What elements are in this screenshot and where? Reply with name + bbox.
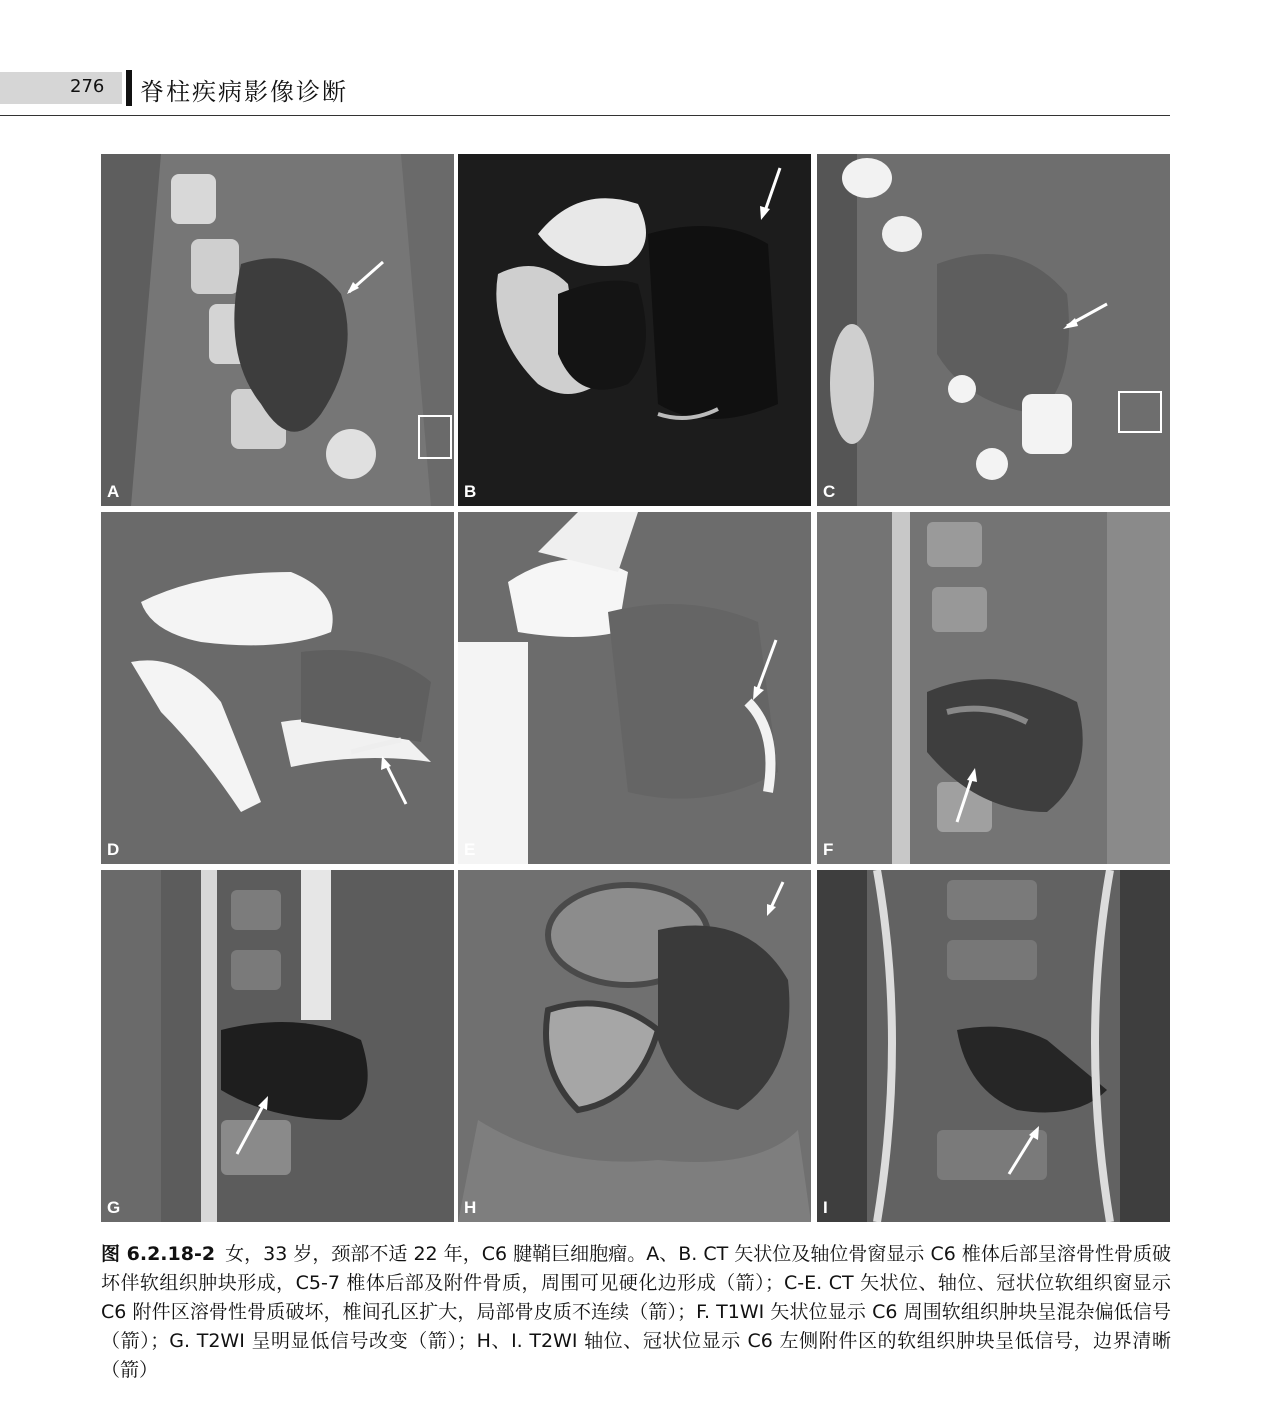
panel-label: B bbox=[464, 482, 477, 501]
figure-panel-b bbox=[458, 154, 811, 506]
figure-panel-c bbox=[817, 154, 1170, 506]
figure-panel-g bbox=[101, 870, 454, 1222]
header-rule bbox=[0, 115, 1170, 116]
panel-label: D bbox=[107, 840, 120, 859]
panel-e-image bbox=[458, 512, 811, 864]
panel-g-image bbox=[101, 870, 454, 1222]
figure-panel-a bbox=[101, 154, 454, 506]
panel-label: H bbox=[464, 1198, 477, 1217]
figure-caption bbox=[101, 1240, 1171, 1385]
figure-caption-text: 女，33 岁，颈部不适 22 年，C6 腱鞘巨细胞瘤。A、B. CT 矢状位及轴位骨窗显示 C6 椎体后部呈溶骨性骨质破坏伴软组织肿块形成，C5-7 椎体后部及附件骨质，周围可见硬化边形成（箭）；C-E. CT 矢状位、轴位、冠状位软组织窗显示 C6 附件区溶骨性骨质破坏，椎间孔区扩大，局部骨皮质不连续（箭）；F. T1WI 矢状位显示 C6 周围软组织肿块呈混杂偏低信号（箭）；G. T2WI 呈明显低信号改变（箭）；H、I. T2WI 轴位、冠状位显示 C6 左侧附件区的软组织肿块呈低信号，边界清晰（箭） bbox=[101, 1243, 1171, 1381]
figure-panel-d bbox=[101, 512, 454, 864]
panel-c-image bbox=[817, 154, 1170, 506]
panel-h-image bbox=[458, 870, 811, 1222]
panel-label: A bbox=[107, 482, 120, 501]
panel-b-image bbox=[458, 154, 811, 506]
panel-label: I bbox=[823, 1198, 828, 1217]
page-number: 276 bbox=[70, 76, 105, 97]
header-divider-bar bbox=[126, 70, 132, 106]
panel-f-image bbox=[817, 512, 1170, 864]
figure-panel-e bbox=[458, 512, 811, 864]
panel-label: G bbox=[107, 1198, 121, 1217]
panel-d-image bbox=[101, 512, 454, 864]
figure-number: 图 6.2.18-2 bbox=[101, 1243, 216, 1265]
panel-a-image bbox=[101, 154, 454, 506]
panel-i-image bbox=[817, 870, 1170, 1222]
figure-panel-i bbox=[817, 870, 1170, 1222]
figure-panel-f bbox=[817, 512, 1170, 864]
panel-label: E bbox=[464, 840, 476, 859]
panel-label: C bbox=[823, 482, 836, 501]
book-title: 脊柱疾病影像诊断 bbox=[140, 78, 348, 106]
figure-panel-h bbox=[458, 870, 811, 1222]
panel-label: F bbox=[823, 840, 834, 859]
